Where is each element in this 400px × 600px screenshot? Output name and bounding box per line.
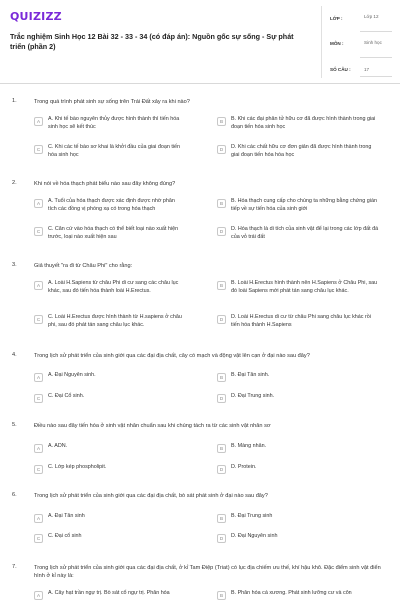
option-c[interactable] — [34, 314, 183, 330]
option-d[interactable] — [217, 226, 381, 242]
question-count-value: 17 — [364, 67, 370, 72]
option-letter-box: A — [34, 444, 43, 453]
option-letter-box: B — [217, 444, 226, 453]
option-letter-box: A — [34, 591, 43, 600]
question-count-underline — [360, 76, 392, 77]
option-letter-box: D — [217, 394, 226, 403]
option-text: C. Loài H.Erectus được hình thành từ H.sapiens ở châu phi, sau đó phát tán sang châu lục khác. — [48, 314, 182, 328]
question-text: Giả thuyết "ra đi từ Châu Phi" cho rằng: — [34, 263, 133, 269]
option-letter-box: B — [217, 281, 226, 290]
option-b[interactable] — [217, 513, 381, 523]
option-a[interactable] — [34, 198, 183, 214]
option-letter-box: C — [34, 145, 43, 154]
option-letter-box: D — [217, 534, 226, 543]
option-a[interactable] — [34, 590, 183, 600]
option-c[interactable] — [34, 464, 183, 474]
option-text: A. Đại Tân sinh — [48, 513, 85, 519]
option-b[interactable] — [217, 198, 381, 214]
option-text: C. Lớp kép phospholipit. — [48, 464, 107, 470]
option-letter-box: B — [217, 591, 226, 600]
subject-underline — [360, 57, 392, 58]
option-letter-box: A — [34, 281, 43, 290]
option-text: B. Đại Trung sinh — [231, 513, 273, 519]
option-letter-box: B — [217, 373, 226, 382]
subject-label: MÔN : — [330, 41, 344, 46]
option-text: B. Đại Tân sinh. — [231, 372, 270, 378]
option-c[interactable] — [34, 533, 183, 543]
option-letter-box: A — [34, 117, 43, 126]
option-letter-box: C — [34, 534, 43, 543]
header-divider — [321, 6, 322, 78]
option-a[interactable] — [34, 443, 183, 453]
question-number: 2. — [12, 180, 17, 186]
option-letter-box: D — [217, 145, 226, 154]
option-b[interactable] — [217, 116, 381, 132]
option-c[interactable] — [34, 144, 183, 160]
option-letter-box: D — [217, 227, 226, 236]
option-letter-box: A — [34, 199, 43, 208]
option-b[interactable] — [217, 590, 381, 600]
option-text: B. Phân hóa cá xương. Phát sinh lưỡng cư và côn — [231, 590, 352, 596]
question-text: Trong quá trình phát sinh sự sống trên Trái Đất xảy ra khi nào? — [34, 99, 190, 105]
option-text: A. Khi tế bào nguyên thủy được hình thành thì tiến hóa sinh học sẽ kết thúc — [48, 116, 180, 130]
option-text: A. Tuổi của hóa thạch được xác định được nhờ phân tích các đồng vị phóng xạ có trong hóa thạch — [48, 198, 175, 212]
question-number: 1. — [12, 98, 17, 104]
option-text: A. Đại Nguyên sinh. — [48, 372, 96, 378]
option-a[interactable] — [34, 513, 183, 523]
question-number: 3. — [12, 262, 17, 268]
grade-underline — [360, 31, 392, 32]
worksheet-title: Trắc nghiệm Sinh Học 12 Bài 32 - 33 - 34 (có đáp án): Nguồn gốc sự sống - Sự phát triển (phần 2) — [10, 32, 294, 51]
question-text: Trong lịch sử phát triển của sinh giới qua các đại địa chất, cây có mạch và động vật lên cạn ở đại nào sau đây? — [34, 353, 310, 359]
option-text: D. Loài H.Erectus di cư từ châu Phi sang châu lục khác rồi tiến hóa thành H.Sapiens — [231, 314, 371, 328]
option-text: C. Đại Cổ sinh. — [48, 393, 85, 399]
option-letter-box: C — [34, 394, 43, 403]
option-text: C. Đại cổ sinh — [48, 533, 82, 539]
option-b[interactable] — [217, 280, 381, 296]
option-text: D. Protein. — [231, 464, 257, 470]
option-text: B. Hóa thạch cung cấp cho chúng ta những bằng chứng gián tiếp về sự tiến hóa của sinh giới — [231, 198, 377, 212]
option-text: A. Cây hạt trần ngự trị. Bò sát cổ ngự trị. Phân hóa — [48, 590, 170, 596]
question-number: 5. — [12, 422, 17, 428]
option-text: D. Khi các chất hữu cơ đơn giản đã được hình thành trong giai đoạn tiến hóa hóa học — [231, 144, 372, 158]
question-count-label: SỐ CÂU : — [330, 67, 351, 72]
option-letter-box: C — [34, 465, 43, 474]
worksheet-header — [0, 0, 400, 84]
option-a[interactable] — [34, 116, 183, 132]
option-text: A. ADN. — [48, 443, 68, 449]
option-text: B. Màng nhân. — [231, 443, 267, 449]
option-text: C. Căn cứ vào hóa thạch có thể biết loại nào xuất hiện trước, loại nào xuất hiện sau — [48, 226, 179, 240]
option-b[interactable] — [217, 372, 381, 382]
option-text: D. Hóa thạch là di tích của sinh vật để lại trong các lớp đất đá của vỏ trái đất — [231, 226, 379, 240]
option-d[interactable] — [217, 314, 381, 330]
question-text: Khi nói về hóa thạch phát biểu nào sau đây không đúng? — [34, 181, 176, 187]
quizizz-logo[interactable]: QUIZIZZ — [10, 10, 62, 23]
option-letter-box: B — [217, 514, 226, 523]
question-number: 7. — [12, 564, 17, 570]
option-letter-box: C — [34, 315, 43, 324]
option-text: B. Khi các đại phân tử hữu cơ đã được hình thành trong giai đoạn tiến hóa sinh học — [231, 116, 376, 130]
option-letter-box: C — [34, 227, 43, 236]
question-text: Trong lịch sử phát triển của sinh giới qua các đại địa chất, bò sát phát sinh ở đại nào sau đây? — [34, 493, 268, 499]
option-text: D. Đại Nguyên sinh — [231, 533, 278, 539]
option-d[interactable] — [217, 464, 381, 474]
option-a[interactable] — [34, 280, 183, 296]
question-number: 6. — [12, 492, 17, 498]
option-text: B. Loài H.Erectus hình thành nên H.Sapiens ở Châu Phi, sau đó loài Sapiens mới phát tán sang châu lục khác. — [231, 280, 378, 294]
option-text: A. Loài H.Sapiens từ châu Phi di cư sang các châu lục khác, sau đó tiến hóa thành loài H.Erectus. — [48, 280, 179, 294]
grade-label: LỚP : — [330, 16, 343, 21]
option-letter-box: B — [217, 117, 226, 126]
option-d[interactable] — [217, 533, 381, 543]
option-letter-box: A — [34, 373, 43, 382]
option-b[interactable] — [217, 443, 381, 453]
option-text: C. Khi các tế bào sơ khai là khởi đầu của giai đoạn tiến hóa sinh học — [48, 144, 181, 158]
option-a[interactable] — [34, 372, 183, 382]
option-c[interactable] — [34, 226, 183, 242]
grade-value: Lớp 12 — [364, 14, 379, 19]
option-text: D. Đại Trung sinh. — [231, 393, 275, 399]
subject-value: Sinh học — [364, 40, 382, 45]
option-d[interactable] — [217, 393, 381, 403]
question-text: Trong lịch sử phát triển của sinh giới qua các đại địa chất, ở kỉ Tam Điệp (Triat) có lục địa chiếm ưu thế, khí hậu khô. Đặc điểm sinh vật điển hình ở kỉ này là: — [34, 565, 381, 580]
option-letter-box: A — [34, 514, 43, 523]
option-letter-box: D — [217, 465, 226, 474]
question-number: 4. — [12, 352, 17, 358]
option-letter-box: D — [217, 315, 226, 324]
option-d[interactable] — [217, 144, 381, 160]
question-text: Điều nào sau đây tiến hóa ở sinh vật nhân chuẩn sau khi chúng tách ra từ các sinh vật nhân sơ — [34, 423, 271, 429]
option-letter-box: B — [217, 199, 226, 208]
option-c[interactable] — [34, 393, 183, 403]
